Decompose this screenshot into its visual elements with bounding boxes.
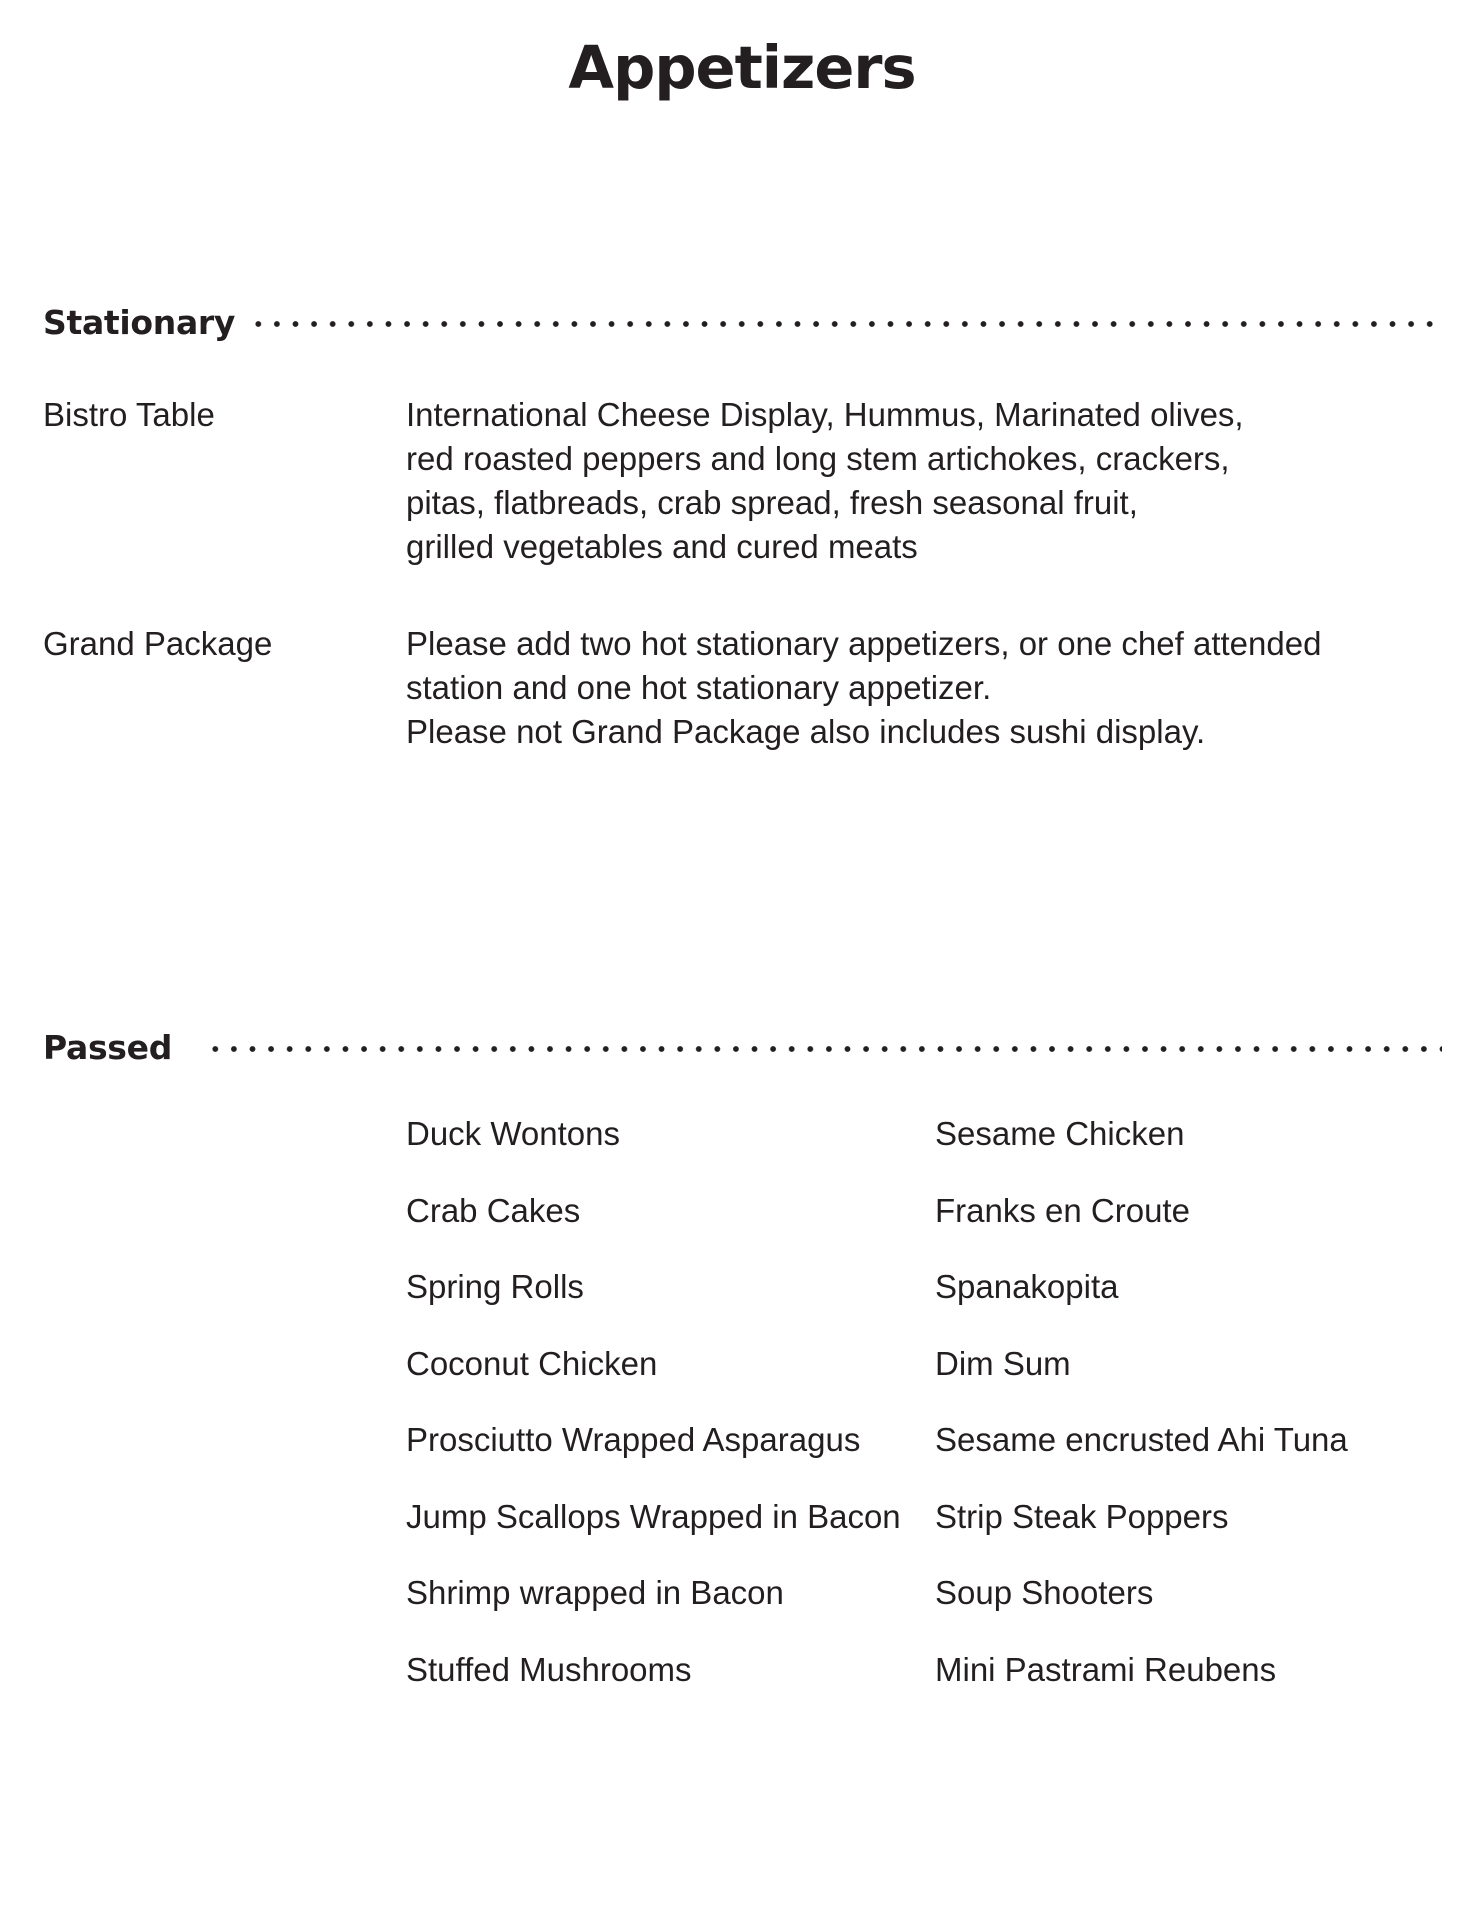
dot-leader	[249, 320, 1442, 328]
stationary-heading: Stationary	[43, 302, 236, 342]
entry-name: Bistro Table	[43, 396, 215, 433]
list-item: Duck Wontons	[406, 1115, 620, 1152]
list-item: Sesame Chicken	[935, 1115, 1185, 1152]
stationary-section-header	[43, 298, 1442, 346]
list-item: Spanakopita	[935, 1268, 1119, 1305]
description-line: International Cheese Display, Hummus, Marinated olives,	[406, 396, 1244, 433]
list-item: Shrimp wrapped in Bacon	[406, 1574, 784, 1611]
entry-name: Grand Package	[43, 625, 273, 662]
description-line: Please not Grand Package also includes sushi display.	[406, 713, 1206, 750]
entry-description	[406, 393, 1406, 569]
passed-heading: Passed	[43, 1027, 173, 1067]
list-item: Mini Pastrami Reubens	[935, 1650, 1277, 1688]
list-item: Spring Rolls	[406, 1268, 584, 1305]
dot-leader	[206, 1045, 1442, 1053]
entry-description	[406, 622, 1406, 754]
page-title: Appetizers	[568, 33, 916, 102]
list-item: Strip Steak Poppers	[935, 1497, 1229, 1535]
description-line: grilled vegetables and cured meats	[406, 528, 918, 565]
list-item: Stuffed Mushrooms	[406, 1650, 692, 1688]
description-line: Please add two hot stationary appetizers, or one chef attended	[406, 625, 1322, 662]
list-item: Soup Shooters	[935, 1574, 1154, 1611]
list-item: Jump Scallops Wrapped in Bacon	[406, 1497, 901, 1535]
list-item: Sesame encrusted Ahi Tuna	[935, 1421, 1348, 1458]
description-line: pitas, flatbreads, crab spread, fresh seasonal fruit,	[406, 484, 1138, 521]
list-item: Prosciutto Wrapped Asparagus	[406, 1421, 861, 1458]
passed-section-header	[43, 1023, 1442, 1071]
list-item: Crab Cakes	[406, 1191, 581, 1229]
description-line: red roasted peppers and long stem artichokes, crackers,	[406, 440, 1230, 477]
description-line: station and one hot stationary appetizer.	[406, 669, 992, 706]
passed-left-column	[406, 1112, 901, 1724]
list-item: Franks en Croute	[935, 1191, 1190, 1229]
passed-right-column	[935, 1112, 1348, 1724]
list-item: Coconut Chicken	[406, 1344, 658, 1382]
list-item: Dim Sum	[935, 1344, 1071, 1382]
